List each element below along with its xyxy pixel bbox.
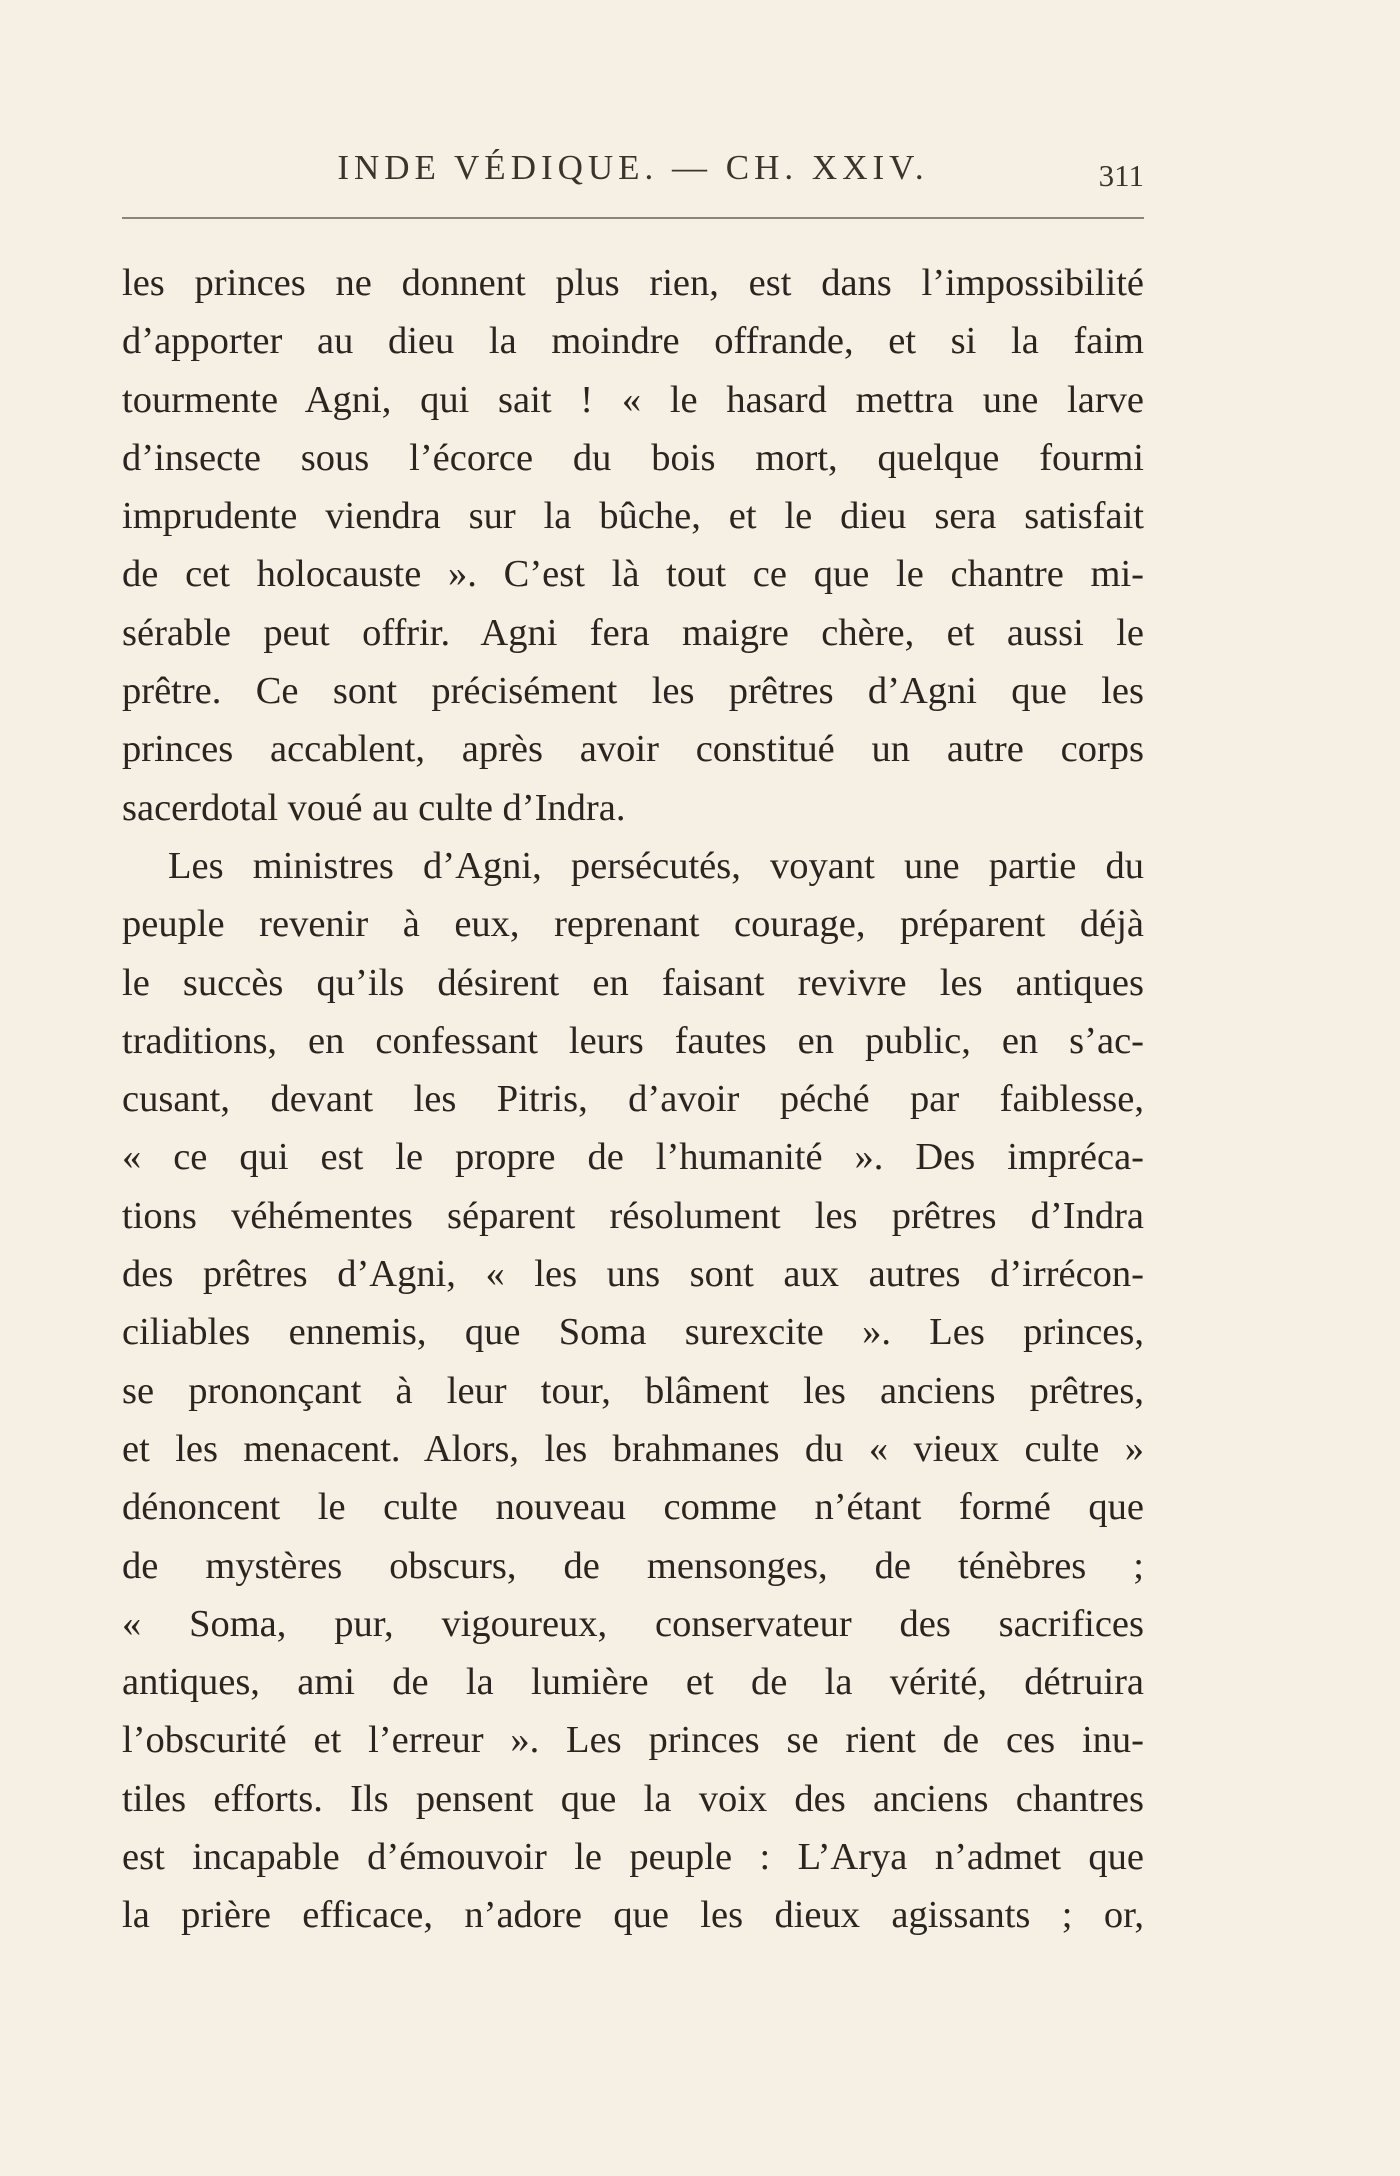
text-line: de cet holocauste ». C’est là tout ce que le chantre mi- [122,553,1144,596]
paragraph-2 [122,837,1144,1945]
body-text [122,254,1144,1945]
text-line: peuple revenir à eux, reprenant courage, préparent déjà [122,903,1144,946]
text-line: est incapable d’émouvoir le peuple : L’Arya n’admet que [122,1836,1144,1879]
text-line: la prière efficace, n’adore que les dieux agissants ; or, [122,1894,1144,1937]
text-line: prêtre. Ce sont précisément les prêtres d’Agni que les [122,670,1144,713]
paragraph-1 [122,254,1144,837]
text-line: Les ministres d’Agni, persécutés, voyant une partie du [168,844,1144,887]
text-line: princes accablent, après avoir constitué un autre corps [122,728,1144,771]
text-line: traditions, en confessant leurs fautes en public, en s’ac- [122,1019,1144,1062]
text-line: et les menacent. Alors, les brahmanes du « vieux culte » [122,1427,1144,1470]
text-line: tourmente Agni, qui sait ! « le hasard mettra une larve [122,378,1144,421]
text-line: « ce qui est le propre de l’humanité ». Des impréca- [122,1136,1144,1179]
text-line: le succès qu’ils désirent en faisant revivre les antiques [122,961,1144,1004]
page-number: 311 [1098,158,1144,193]
text-line: les princes ne donnent plus rien, est dans l’impossibilité [122,262,1144,304]
text-line: de mystères obscurs, de mensonges, de ténèbres ; [122,1544,1144,1587]
running-title: INDE VÉDIQUE. — CH. XXIV. [337,148,929,187]
text-line: d’insecte sous l’écorce du bois mort, quelque fourmi [122,436,1144,479]
text-line: dénoncent le culte nouveau comme n’étant formé que [122,1486,1144,1529]
text-line: sérable peut offrir. Agni fera maigre chère, et aussi le [122,611,1144,654]
text-line: « Soma, pur, vigoureux, conservateur des sacrifices [122,1602,1144,1645]
text-line: se prononçant à leur tour, blâment les anciens prêtres, [122,1369,1144,1412]
text-line: ciliables ennemis, que Soma surexcite ». Les princes, [122,1311,1144,1354]
text-line: tiles efforts. Ils pensent que la voix des anciens chantres [122,1777,1144,1820]
text-line: antiques, ami de la lumière et de la vérité, détruira [122,1661,1144,1704]
text-line: sacerdotal voué au culte d’Indra. [122,786,626,829]
text-line: cusant, devant les Pitris, d’avoir péché par faiblesse, [122,1078,1144,1121]
text-line: des prêtres d’Agni, « les uns sont aux autres d’irrécon- [122,1253,1144,1296]
text-line: tions véhémentes séparent résolument les prêtres d’Indra [122,1194,1144,1237]
header-rule [122,217,1144,219]
running-head [122,148,1144,198]
text-line: l’obscurité et l’erreur ». Les princes se rient de ces inu- [122,1719,1144,1762]
text-line: imprudente viendra sur la bûche, et le dieu sera satisfait [122,495,1144,538]
text-line: d’apporter au dieu la moindre offrande, et si la faim [122,320,1144,363]
